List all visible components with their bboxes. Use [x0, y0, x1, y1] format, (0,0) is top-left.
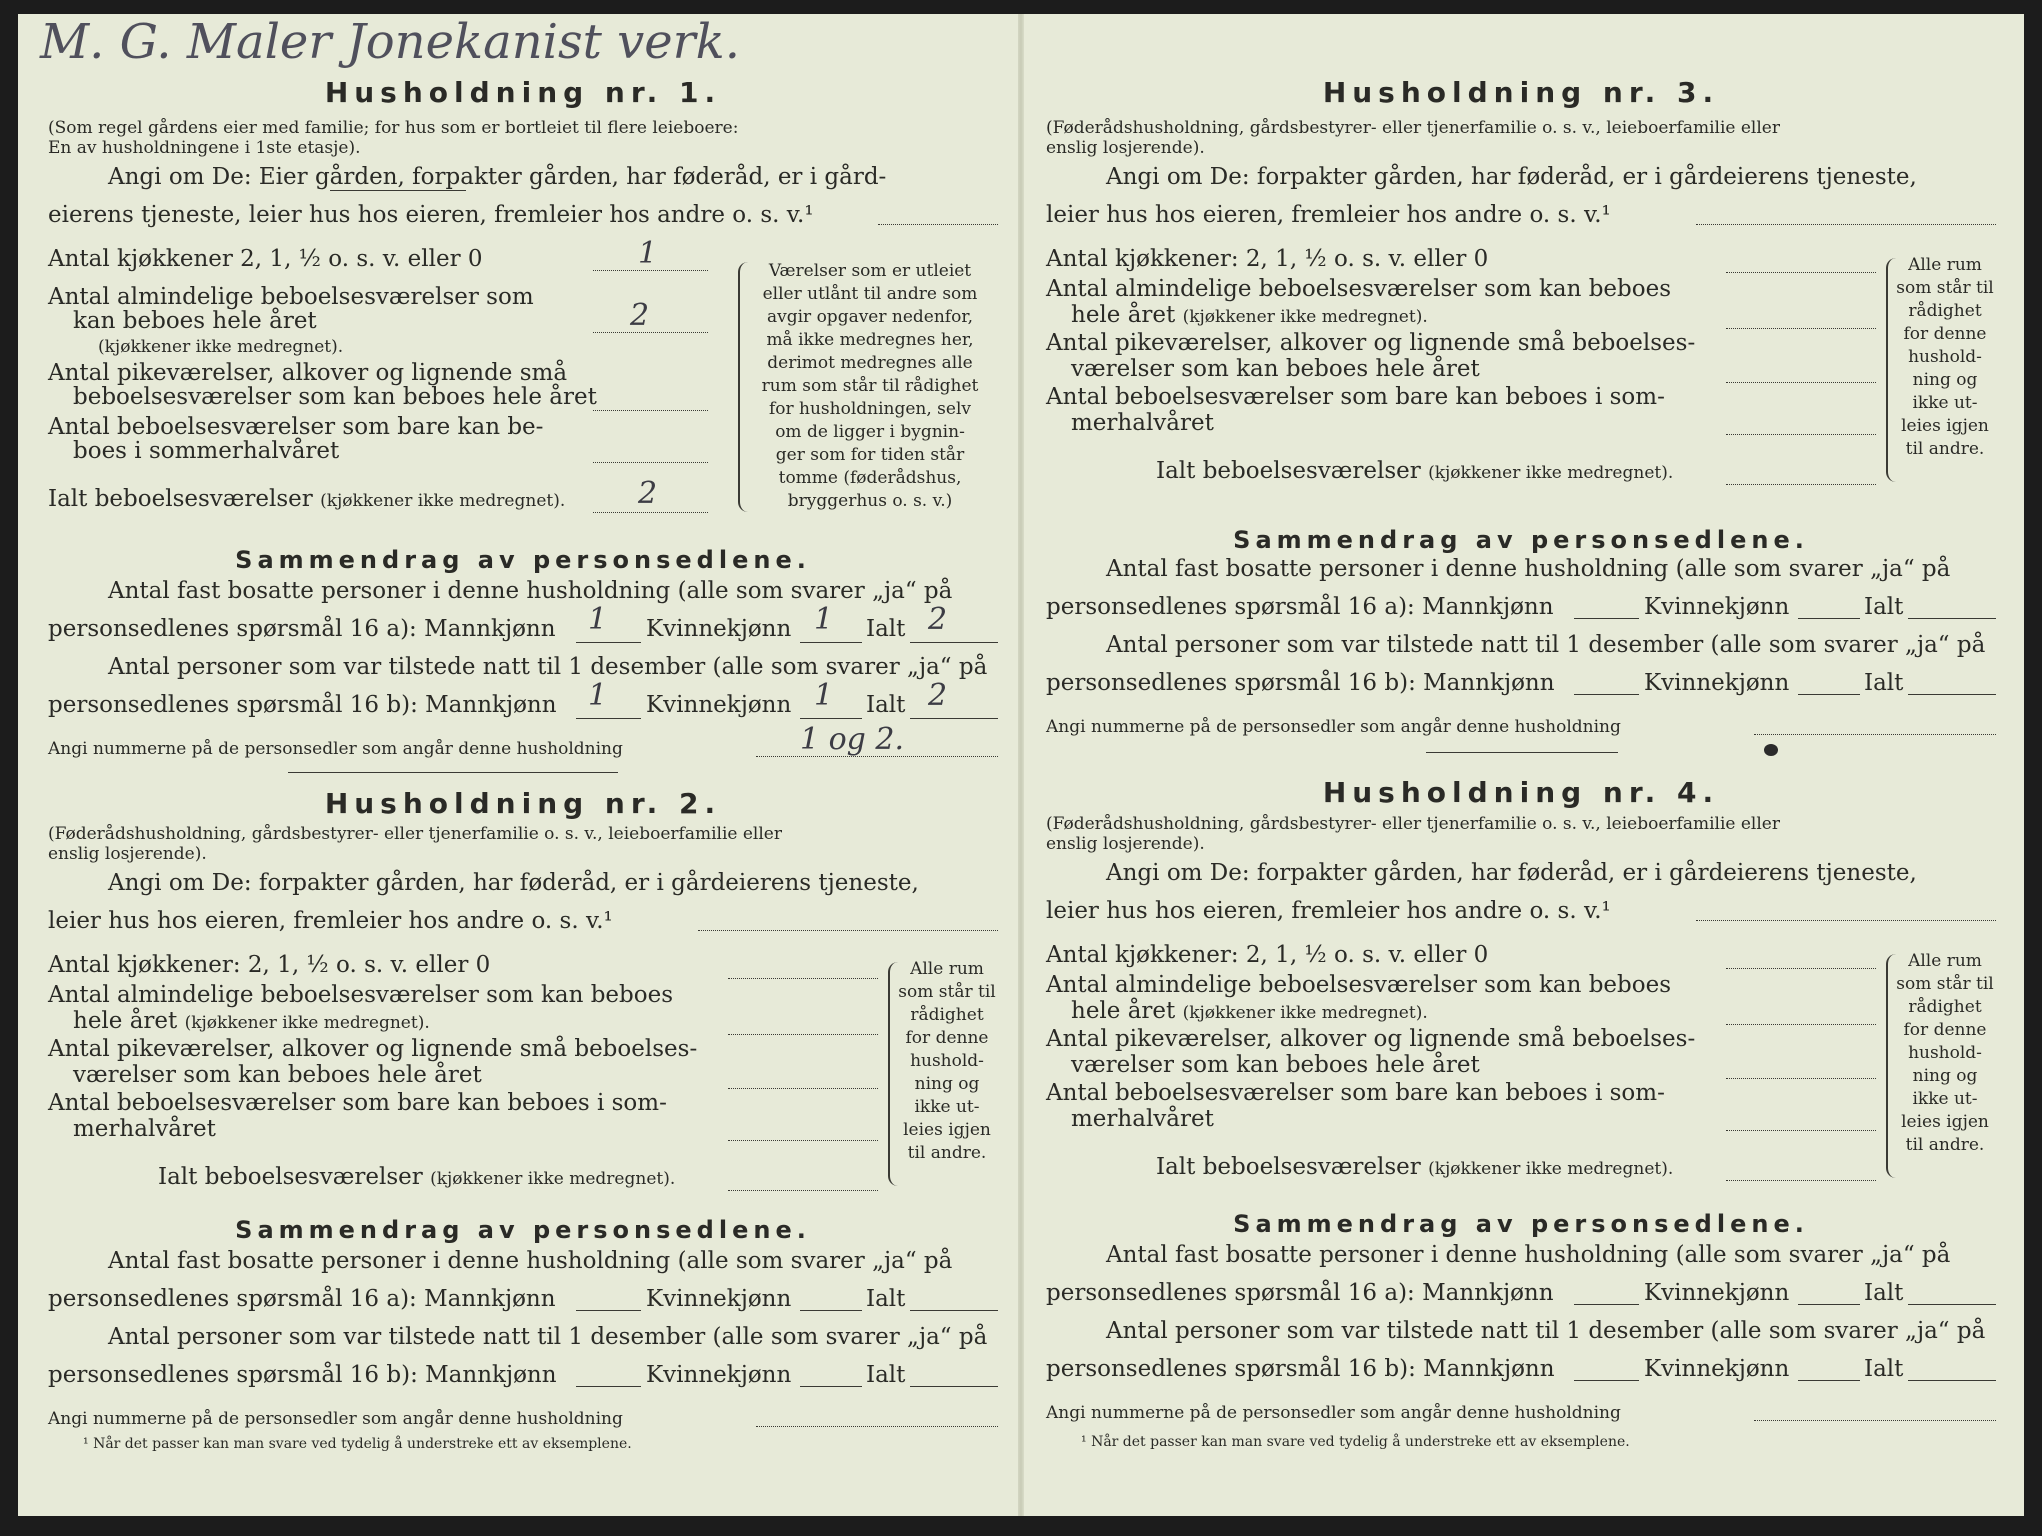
hh3-q-ialt	[1156, 458, 1673, 486]
hh4-q-sommer-1: Antal beboelsesværelser som bare kan beboes i som-	[1046, 1080, 1665, 1106]
hh4-angi-line-1: Angi om De: forpakter gården, har føderåd, er i gårdeierens tjeneste,	[1106, 860, 1917, 886]
hh3-s2-kvinne: Kvinnekjønn	[1644, 594, 1790, 620]
hh4-ialt-field[interactable]	[1726, 1180, 1876, 1181]
hh2-sommer-field[interactable]	[728, 1140, 878, 1141]
hh1-numre-answer: 1 og 2.	[800, 722, 905, 757]
hh2-side-line: ikke ut-	[914, 1097, 980, 1117]
hh3-ialt-label: Ialt beboelsesværelser	[1156, 458, 1421, 484]
hh2-s4-k-field[interactable]	[800, 1386, 862, 1387]
hh2-summary-title: Sammendrag av personsedlene.	[235, 1216, 811, 1244]
hh4-sommer-field[interactable]	[1726, 1130, 1876, 1131]
hh1-beboes-answer: 2	[630, 298, 650, 333]
hh2-numre: Angi nummerne på de personsedler som angår denne husholdning	[48, 1409, 623, 1429]
hh1-side-line: for husholdningen, selv	[768, 399, 972, 419]
hh1-q-beboes-3: (kjøkkener ikke medregnet).	[98, 337, 344, 357]
hh4-side-line: Alle rum	[1908, 951, 1982, 971]
hh1-s3: Antal personer som var tilstede natt til 1 desember (alle som svarer „ja“ på	[108, 654, 988, 680]
hh2-side-note	[893, 958, 1001, 1165]
hh3-side-line: som står til	[1896, 278, 1994, 298]
page-fold	[1018, 14, 1024, 1516]
hh1-pike-field[interactable]	[593, 410, 708, 411]
hh1-side-line: eller utlånt til andre som	[762, 284, 978, 304]
hh1-q-beboes-2: kan beboes hele året	[73, 308, 317, 334]
hh1-angi-line-2: eierens tjeneste, leier hus hos eieren, fremleier hos andre o. s. v.¹	[48, 202, 814, 228]
hh4-q-pike-1: Antal pikeværelser, alkover og lignende små beboelses-	[1046, 1026, 1696, 1052]
hh2-ialt-small: (kjøkkener ikke medregnet).	[430, 1169, 676, 1189]
hh4-s3: Antal personer som var tilstede natt til 1 desember (alle som svarer „ja“ på	[1106, 1318, 1986, 1344]
hh1-ialt-answer: 2	[638, 476, 658, 511]
hh4-numre-field[interactable]	[1754, 1420, 1996, 1421]
hh3-ialt-field[interactable]	[1726, 484, 1876, 485]
hh2-angi-line-1: Angi om De: forpakter gården, har føderåd, er i gårdeierens tjeneste,	[108, 870, 919, 896]
hh2-q-sommer-1: Antal beboelsesværelser som bare kan beboes i som-	[48, 1090, 667, 1116]
hh1-s2-m-answer: 1	[588, 602, 608, 637]
hh4-s2-k-field[interactable]	[1798, 1304, 1860, 1305]
hh1-ialt-label: Ialt beboelsesværelser	[48, 486, 313, 512]
hh1-title: Husholdning nr. 1.	[324, 76, 722, 109]
hh3-kjokken-field[interactable]	[1726, 272, 1876, 273]
hh2-s3: Antal personer som var tilstede natt til 1 desember (alle som svarer „ja“ på	[108, 1324, 988, 1350]
hh4-s4-i-field[interactable]	[1908, 1380, 1996, 1381]
hh1-q-kjokken: Antal kjøkkener 2, 1, ½ o. s. v. eller 0	[48, 246, 483, 272]
hh4-s2-m-field[interactable]	[1574, 1304, 1639, 1305]
hh4-ialt-small: (kjøkkener ikke medregnet).	[1428, 1159, 1674, 1179]
hh3-numre-field[interactable]	[1754, 734, 1996, 735]
hh2-angi-line-2: leier hus hos eieren, fremleier hos andre o. s. v.¹	[48, 908, 613, 934]
hh1-separator	[288, 772, 618, 773]
hh1-side-line: ger som for tiden står	[775, 445, 965, 465]
hh1-side-line: tomme (føderådshus,	[778, 468, 962, 488]
hh1-s2-i-field[interactable]	[910, 642, 998, 643]
hh2-kjokken-field[interactable]	[728, 978, 878, 979]
hh1-note-1: (Som regel gårdens eier med familie; for hus som er bortleiet til flere leieboere:	[48, 118, 739, 138]
hh4-angi-fill[interactable]	[1696, 920, 1996, 921]
hh1-side-line: må ikke medregnes her,	[766, 330, 974, 350]
hh2-s2-m-field[interactable]	[576, 1310, 641, 1311]
hh1-s4-m-field[interactable]	[576, 718, 641, 719]
hh2-q-sommer-2: merhalvåret	[73, 1116, 216, 1142]
hh3-ialt-small: (kjøkkener ikke medregnet).	[1428, 463, 1674, 483]
hh2-q-pike-1: Antal pikeværelser, alkover og lignende små beboelses-	[48, 1036, 698, 1062]
hh4-summary-title: Sammendrag av personsedlene.	[1233, 1210, 1809, 1238]
hh4-side-line: til andre.	[1905, 1135, 1985, 1155]
hh3-s4-i-field[interactable]	[1908, 694, 1996, 695]
census-form-sheet	[18, 14, 2024, 1516]
hh3-side-line: ikke ut-	[1912, 393, 1978, 413]
hh1-sommer-field[interactable]	[593, 462, 708, 463]
hh4-side-line: rådighet	[1908, 997, 1982, 1017]
hh3-q-pike-1: Antal pikeværelser, alkover og lignende små beboelses-	[1046, 330, 1696, 356]
hh1-eier-underline	[330, 190, 466, 191]
hh2-side-line: leies igjen	[903, 1120, 991, 1140]
hh1-s4-k-field[interactable]	[800, 718, 862, 719]
hh4-footnote: ¹ Når det passer kan man svare ved tydelig å understreke ett av eksemplene.	[1081, 1434, 1630, 1450]
hh2-q-pike-2: værelser som kan beboes hele året	[73, 1062, 482, 1088]
hh3-s4-label: personsedlenes spørsmål 16 b): Mannkjønn	[1046, 670, 1555, 696]
hh2-s4-ialt: Ialt	[866, 1362, 906, 1388]
hh2-q-ialt	[158, 1164, 675, 1192]
hh1-q-sommer-2: boes i sommerhalvåret	[73, 438, 340, 464]
hh3-beboes-field[interactable]	[1726, 328, 1876, 329]
hh2-s2-i-field[interactable]	[910, 1310, 998, 1311]
hh4-pike-field[interactable]	[1726, 1078, 1876, 1079]
hh4-ialt-label: Ialt beboelsesværelser	[1156, 1154, 1421, 1180]
hh3-s4-m-field[interactable]	[1574, 694, 1639, 695]
hh4-side-line: ikke ut-	[1912, 1089, 1978, 1109]
hh1-s2-k-answer: 1	[814, 602, 834, 637]
hh1-numre: Angi nummerne på de personsedler som angår denne husholdning	[48, 739, 623, 759]
hh3-s1: Antal fast bosatte personer i denne husholdning (alle som svarer „ja“ på	[1106, 556, 1951, 582]
hh2-ialt-field[interactable]	[728, 1190, 878, 1191]
hh3-sommer-field[interactable]	[1726, 434, 1876, 435]
hh3-summary-title: Sammendrag av personsedlene.	[1233, 526, 1809, 554]
hh3-s4-k-field[interactable]	[1798, 694, 1860, 695]
hh2-q-kjokken: Antal kjøkkener: 2, 1, ½ o. s. v. eller 0	[48, 952, 491, 978]
hh1-ialt-field[interactable]	[593, 512, 708, 513]
hh1-s2-ialt: Ialt	[866, 616, 906, 642]
hh4-side-line: for denne	[1903, 1020, 1987, 1040]
hh3-side-line: til andre.	[1905, 439, 1985, 459]
hh1-s4-m-answer: 1	[588, 678, 608, 713]
hh4-s2-i-field[interactable]	[1908, 1304, 1996, 1305]
hh2-beboes-field[interactable]	[728, 1034, 878, 1035]
hh4-beboes-field[interactable]	[1726, 1024, 1876, 1025]
hh4-note-1: (Føderådshusholdning, gårdsbestyrer- eller tjenerfamilie o. s. v., leieboerfamilie eller	[1046, 814, 1780, 834]
hh4-angi-line-2: leier hus hos eieren, fremleier hos andre o. s. v.¹	[1046, 898, 1611, 924]
hh3-angi-line-2: leier hus hos eieren, fremleier hos andre o. s. v.¹	[1046, 202, 1611, 228]
hh3-side-line: rådighet	[1908, 301, 1982, 321]
hh3-side-note	[1891, 254, 1999, 461]
hh1-beboes-field[interactable]	[593, 332, 708, 333]
hh1-s2-label: personsedlenes spørsmål 16 a): Mannkjønn	[48, 616, 556, 642]
hh4-q-ialt	[1156, 1154, 1673, 1182]
hh4-title: Husholdning nr. 4.	[1322, 776, 1720, 809]
left-page	[48, 14, 998, 1516]
hh3-numre: Angi nummerne på de personsedler som angår denne husholdning	[1046, 717, 1621, 737]
hh2-s2-k-field[interactable]	[800, 1310, 862, 1311]
hh2-side-line: til andre.	[907, 1143, 987, 1163]
hh1-side-note	[750, 260, 990, 513]
hh1-q-sommer-1: Antal beboelsesværelser som bare kan be-	[48, 414, 544, 440]
hh3-q-pike-2: værelser som kan beboes hele året	[1071, 356, 1480, 382]
hh4-q-beboes-1: Antal almindelige beboelsesværelser som kan beboes	[1046, 972, 1672, 998]
hh1-angi-line-1: Angi om De: Eier gården, forpakter gården, har føderåd, er i gård-	[108, 164, 887, 190]
hh3-side-line: Alle rum	[1908, 255, 1982, 275]
hh3-beboes-2-label: hele året	[1071, 302, 1176, 328]
hh1-ialt-small: (kjøkkener ikke medregnet).	[320, 491, 566, 511]
hh4-side-line: ning og	[1912, 1066, 1978, 1086]
hh2-beboes-2-label: hele året	[73, 1008, 178, 1034]
hh2-s4-i-field[interactable]	[910, 1386, 998, 1387]
hh1-side-line: derimot medregnes alle	[767, 353, 973, 373]
hh1-s4-ialt: Ialt	[866, 692, 906, 718]
hh4-numre: Angi nummerne på de personsedler som angår denne husholdning	[1046, 1403, 1621, 1423]
hh2-s2-ialt: Ialt	[866, 1286, 906, 1312]
hh4-note-2: enslig losjerende).	[1046, 834, 1205, 854]
hh3-q-beboes-1: Antal almindelige beboelsesværelser som kan beboes	[1046, 276, 1672, 302]
hh3-side-line: for denne	[1903, 324, 1987, 344]
hh4-q-kjokken: Antal kjøkkener: 2, 1, ½ o. s. v. eller 0	[1046, 942, 1489, 968]
hh3-title: Husholdning nr. 3.	[1322, 76, 1720, 109]
hh4-q-beboes-2	[1071, 998, 1428, 1026]
hh3-note-2: enslig losjerende).	[1046, 138, 1205, 158]
hh4-side-line: leies igjen	[1901, 1112, 1989, 1132]
hh3-s2-k-field[interactable]	[1798, 618, 1860, 619]
hh1-s4-label: personsedlenes spørsmål 16 b): Mannkjønn	[48, 692, 557, 718]
hh1-s4-kvinne: Kvinnekjønn	[646, 692, 792, 718]
hh1-s2-m-field[interactable]	[576, 642, 641, 643]
hh2-footnote: ¹ Når det passer kan man svare ved tydelig å understreke ett av eksemplene.	[83, 1436, 632, 1452]
hh1-q-ialt	[48, 486, 565, 514]
hh1-kjokken-answer: 1	[638, 236, 658, 271]
hh2-side-line: som står til	[898, 982, 996, 1002]
hh1-note-2: En av husholdningene i 1ste etasje).	[48, 138, 361, 158]
hh2-s1: Antal fast bosatte personer i denne husholdning (alle som svarer „ja“ på	[108, 1248, 953, 1274]
hh1-q-beboes-1: Antal almindelige beboelsesværelser som	[48, 284, 534, 310]
hh1-s2-k-field[interactable]	[800, 642, 862, 643]
hh3-s2-m-field[interactable]	[1574, 618, 1639, 619]
hh2-side-line: ning og	[914, 1074, 980, 1094]
hh2-s2-kvinne: Kvinnekjønn	[646, 1286, 792, 1312]
handwritten-owner-name: M. G. Maler Jonekanist verk.	[40, 14, 740, 70]
hh1-brace	[738, 262, 750, 512]
hh3-separator	[1426, 752, 1618, 753]
hh2-s4-m-field[interactable]	[576, 1386, 641, 1387]
hh1-s2-kvinne: Kvinnekjønn	[646, 616, 792, 642]
hh3-side-line: ning og	[1912, 370, 1978, 390]
hh4-s4-ialt: Ialt	[1864, 1356, 1904, 1382]
hh4-side-line: som står til	[1896, 974, 1994, 994]
hh2-s4-kvinne: Kvinnekjønn	[646, 1362, 792, 1388]
hh4-s4-kvinne: Kvinnekjønn	[1644, 1356, 1790, 1382]
hh3-q-sommer-1: Antal beboelsesværelser som bare kan beboes i som-	[1046, 384, 1665, 410]
hh2-q-beboes-2	[73, 1008, 430, 1036]
hh2-note-2: enslig losjerende).	[48, 844, 207, 864]
hh3-q-beboes-2	[1071, 302, 1428, 330]
hh3-s2-i-field[interactable]	[1908, 618, 1996, 619]
hh1-summary-title: Sammendrag av personsedlene.	[235, 546, 811, 574]
hh2-title: Husholdning nr. 2.	[324, 787, 722, 820]
hh4-side-note	[1891, 950, 1999, 1157]
hh4-s4-k-field[interactable]	[1798, 1380, 1860, 1381]
hh3-angi-line-1: Angi om De: forpakter gården, har føderåd, er i gårdeierens tjeneste,	[1106, 164, 1917, 190]
hh3-side-line: hushold-	[1908, 347, 1982, 367]
hh1-s1: Antal fast bosatte personer i denne husholdning (alle som svarer „ja“ på	[108, 578, 953, 604]
hh4-q-pike-2: værelser som kan beboes hele året	[1071, 1052, 1480, 1078]
hh4-s2-kvinne: Kvinnekjønn	[1644, 1280, 1790, 1306]
hh2-side-line: hushold-	[910, 1051, 984, 1071]
hh3-s3: Antal personer som var tilstede natt til 1 desember (alle som svarer „ja“ på	[1106, 632, 1986, 658]
hh1-s4-i-field[interactable]	[910, 718, 998, 719]
hh1-side-line: rum som står til rådighet	[761, 376, 979, 396]
hh3-s2-ialt: Ialt	[1864, 594, 1904, 620]
hh1-angi-fill[interactable]	[878, 224, 998, 225]
hh3-angi-fill[interactable]	[1696, 224, 1996, 225]
hh3-q-sommer-2: merhalvåret	[1071, 410, 1214, 436]
hh2-ialt-label: Ialt beboelsesværelser	[158, 1164, 423, 1190]
hh2-side-line: for denne	[905, 1028, 989, 1048]
hh2-q-beboes-1: Antal almindelige beboelsesværelser som kan beboes	[48, 982, 674, 1008]
hh2-angi-fill[interactable]	[698, 930, 998, 931]
hh1-q-pike-1: Antal pikeværelser, alkover og lignende små	[48, 360, 568, 386]
hh4-beboes-2-label: hele året	[1071, 998, 1176, 1024]
hh2-beboes-2-small: (kjøkkener ikke medregnet).	[184, 1013, 430, 1033]
hh3-beboes-2-small: (kjøkkener ikke medregnet).	[1182, 307, 1428, 327]
hh1-s2-i-answer: 2	[928, 602, 948, 637]
hh1-q-pike-2: beboelsesværelser som kan beboes hele året	[73, 384, 597, 410]
hh2-pike-field[interactable]	[728, 1088, 878, 1089]
hh3-note-1: (Føderådshusholdning, gårdsbestyrer- eller tjenerfamilie o. s. v., leieboerfamilie eller	[1046, 118, 1780, 138]
hh3-s4-kvinne: Kvinnekjønn	[1644, 670, 1790, 696]
hh3-s4-ialt: Ialt	[1864, 670, 1904, 696]
hh4-q-sommer-2: merhalvåret	[1071, 1106, 1214, 1132]
hh1-side-line: bryggerhus o. s. v.)	[787, 491, 953, 511]
hh2-side-line: rådighet	[910, 1005, 984, 1025]
hh2-s2-label: personsedlenes spørsmål 16 a): Mannkjønn	[48, 1286, 556, 1312]
hh4-beboes-2-small: (kjøkkener ikke medregnet).	[1182, 1003, 1428, 1023]
hh2-note-1: (Føderådshusholdning, gårdsbestyrer- eller tjenerfamilie o. s. v., leieboerfamilie eller	[48, 824, 782, 844]
hh4-s4-label: personsedlenes spørsmål 16 b): Mannkjønn	[1046, 1356, 1555, 1382]
hh4-s1: Antal fast bosatte personer i denne husholdning (alle som svarer „ja“ på	[1106, 1242, 1951, 1268]
hh3-s2-label: personsedlenes spørsmål 16 a): Mannkjønn	[1046, 594, 1554, 620]
hh3-side-line: leies igjen	[1901, 416, 1989, 436]
hh1-side-line: avgir opgaver nedenfor,	[766, 307, 973, 327]
hh1-side-line: Værelser som er utleiet	[768, 261, 972, 281]
hh2-numre-field[interactable]	[756, 1426, 998, 1427]
hh4-s4-m-field[interactable]	[1574, 1380, 1639, 1381]
hh2-s4-label: personsedlenes spørsmål 16 b): Mannkjønn	[48, 1362, 557, 1388]
right-page	[1046, 14, 1996, 1516]
ink-blot	[1764, 744, 1778, 756]
hh1-s4-i-answer: 2	[928, 678, 948, 713]
hh1-side-line: om de ligger i bygnin-	[775, 422, 965, 442]
hh4-kjokken-field[interactable]	[1726, 968, 1876, 969]
hh1-s4-k-answer: 1	[814, 678, 834, 713]
hh4-s2-ialt: Ialt	[1864, 1280, 1904, 1306]
hh3-pike-field[interactable]	[1726, 382, 1876, 383]
hh3-q-kjokken: Antal kjøkkener: 2, 1, ½ o. s. v. eller 0	[1046, 246, 1489, 272]
hh1-s2-row	[48, 616, 556, 642]
hh2-side-line: Alle rum	[910, 959, 984, 979]
hh4-side-line: hushold-	[1908, 1043, 1982, 1063]
hh4-s2-label: personsedlenes spørsmål 16 a): Mannkjønn	[1046, 1280, 1554, 1306]
